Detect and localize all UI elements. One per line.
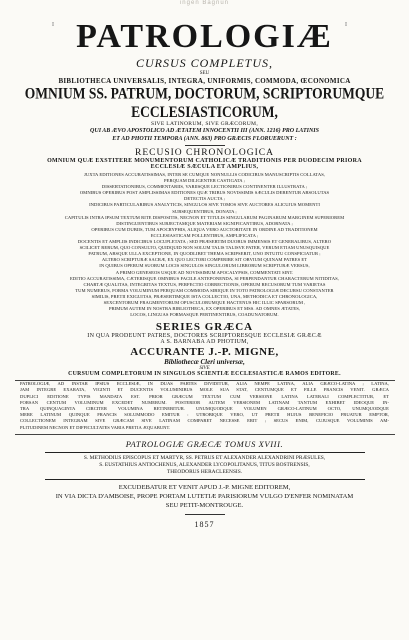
main-title: PATROLOGIÆ bbox=[76, 18, 333, 55]
pricing-line: DUPLICI EDITIONE TYPIS MANDATA EST. PRIOR GRÆCUM TEXTUM CUM VERSIONE LATINA LATERALI COMPLECTITUR, ET bbox=[20, 393, 389, 399]
title-line-5: ET AD PHOTII TEMPORA (ANN. 863) PRO GRÆCIS FLORUERUNT : bbox=[112, 136, 297, 142]
subtitle: CURSUS COMPLETUS, bbox=[135, 56, 273, 70]
description-line: ALTERO SCRIPTURÆ SACRÆ, EX QUO LECTORI COMPERIRE SIT OBVIUM QUINAM PATRES ET bbox=[101, 257, 308, 263]
sive-label: SIVE bbox=[199, 366, 210, 372]
divider-rule-5 bbox=[185, 514, 225, 515]
divider-rule-4 bbox=[45, 479, 365, 480]
description-line: CAPITULIS INTRA IPSUM TEXTUM RITE DISPOSITIS, NECNON ET TITULIS SINGULARUM PAGINARUM MARGINEM SUPERIOREM bbox=[64, 214, 345, 220]
description-line: ECCLESIASTICAM POLLENTIBUS, AMPLIFICATA ; bbox=[150, 232, 259, 238]
pricing-line: MERE LATINUM QUINQUE FRANCIS SOLUMMODO EMITUR : UTROBIQUE VERO, UT PRETII HUJUS BENEFICIO FRUATUR EMPTOR, bbox=[20, 412, 389, 418]
editor-heading: ACCURANTE J.-P. MIGNE, bbox=[130, 346, 279, 359]
handwritten-note: ingen Bagnun bbox=[179, 0, 230, 6]
author-line: S. METHODIUS EPISCOPUS ET MARTYR, SS. PETRUS ET ALEXANDER ALEXANDRINI PRÆSULES, bbox=[83, 454, 326, 461]
divider-rule-2 bbox=[15, 434, 395, 435]
description-line: TUM NUMERUS, FORMA VOLUMINUM PERQUAM COMMODA SIBIQUE IN TOTO PATROLOGIÆ DECURSU CONSTANTER bbox=[75, 287, 334, 293]
description-line: OMNIBUS OPERIBUS POST AMPLISSIMAS EDITIONES QUÆ TRIBUS NOVISSIMIS SÆCULIS DEBENTUR ABSOLUTAS bbox=[79, 190, 330, 196]
pricing-line: COLLECTIONEM INTEGRAM SIVE GRÆCAM SIVE LATINAM COMPARET NECESSE ERIT ; SECUS ENIM, CUJUSQUE VOLUMINIS AM- bbox=[20, 418, 389, 424]
description-line: EDITIO ACCURATISSIMA, CÆTERISQUE OMNIBUS FACILE ANTEPONENDA, SI PERPENDANTUR CHARACTERUM NITIDITAS, bbox=[70, 275, 339, 281]
description-block bbox=[14, 172, 395, 318]
description-line: OPERIBUS CUM DUBIIS, TUM APOCRYPHIS, ALIQUA VERO AUCTORITATE IN ORDINE AD TRADITIONEM bbox=[91, 226, 318, 232]
series-line-1: IN QUA PRODEUNT PATRES, DOCTORES SCRIPTORESQUE ECCLESIÆ GRÆCÆ bbox=[87, 333, 322, 340]
description-line: PERQUAM DILIGENTER CASTIGATA ; bbox=[164, 178, 245, 184]
description-line: A PRIMO GENESEOS USQUE AD NOVISSIMUM APOCALYPSIS, COMMENTATI SINT. bbox=[115, 269, 294, 275]
description-line: IN QUIBUS OPERUM SUORUM LOCIS SINGULOS SINGULORUM LIBRORUM SCRIPTURÆ VERSUS, bbox=[99, 263, 310, 269]
title-line-7: ECCLESIÆ SÆCULA ET AMPLIUS, bbox=[150, 164, 259, 170]
pricing-line: JAM INTEGRE EXARATA, VIGINTI ET DUCENTIS VOLUMINIBUS MOLE SUA STAT, CENTUMQUE ET FILLE FRANCIS VENIT. GRÆCA bbox=[20, 387, 389, 393]
authors-block bbox=[14, 455, 395, 476]
description-line: SEXCENTORUM FRAGMENTORUM OPUSCULORUMQUE HACTENUS HIC ILLIC SPARSORUM , bbox=[103, 299, 306, 305]
description-line: SUBSEQUENTIBUS, DONATA ; bbox=[172, 208, 237, 214]
series-heading: SERIES GRÆCA bbox=[155, 321, 254, 334]
title-line-2: OMNIUM SS. PATRUM, DOCTORUM, SCRIPTORUMQUE ECCLESIASTICORUM, bbox=[24, 84, 385, 121]
seu-label: SEU bbox=[199, 71, 210, 76]
imprint-block bbox=[14, 483, 395, 510]
title-line-3: SIVE LATINORUM, SIVE GRÆCORUM, bbox=[150, 121, 259, 127]
divider bbox=[185, 145, 225, 146]
description-line: DOCENTIS ET AMPLIIS INDICIBUS LOCUPLETATA ; SED PRÆSERTIM DUOBUS IMMENSIS ET GENERALIBUS, ALTERO bbox=[77, 239, 332, 245]
description-line: SIMILIS, PRETII EXIGUITAS, PRÆSERTIMQUE ISTA COLLECTIO, UNA, METHODICA ET CHRONOLOGICA, bbox=[91, 293, 318, 299]
corner-mark-right: I bbox=[345, 22, 347, 28]
imprint-line: IN VIA DICTA D'AMBOISE, PROPE PORTAM LUTETIÆ PARISIORUM VULGO D'ENFER NOMINATAM bbox=[55, 492, 354, 500]
description-line: PATRUM, ABSQUE ULLA EXCEPTIONE, IN QUODLIBET THEMA SCRIPSERIT, UNO INTUITU CONSPICIATUR ; bbox=[88, 251, 321, 257]
author-line: S. EUSTATHIUS ANTIOCHENUS, ALEXANDER LYCOPOLITANUS, TITUS BOSTRENSIS, bbox=[99, 461, 310, 468]
pricing-line: TRA QUINQUAGINTA CIRCITER VOLUMINA RETINEBITUR. UNUMQUODQUE VOLUMEN GRÆCO-LATINUM OCTO, UNUMQUODQUE bbox=[20, 406, 389, 412]
title-line-6: OMNIUM QUÆ EXSTITERE MONUMENTORUM CATHOLICÆ TRADITIONIS PER DUODECIM PRIORA bbox=[47, 158, 362, 164]
pricing-line: PATROLOGIÆ, AD INSTAR IPSIUS ECCLESIÆ, IN DUAS PARTES DIVIDITUR, ALIA NEMPE LATINA, ALIA GRÆCO-LATINA ; LATINA, bbox=[20, 381, 389, 387]
corner-mark-left: I bbox=[52, 22, 54, 28]
publication-year: 1857 bbox=[194, 519, 215, 529]
title-line-4: QUI AB ÆVO APOSTOLICO AD ÆTATEM INNOCENTII III (ANN. 1216) PRO LATINIS bbox=[90, 128, 319, 134]
description-line: DETECTIS AUCTA ; bbox=[183, 196, 225, 202]
pricing-line: PLITUDINEM NECNON ET DIFFICULTATES VARIA PRETIA ÆQUABUNT. bbox=[20, 424, 171, 430]
bibliotheca-line: Bibliothecæ Cleri universæ, bbox=[164, 358, 245, 367]
series-line-2: A S. BARNABA AD PHOTIUM, bbox=[160, 339, 249, 346]
description-line: DISSERTATIONIBUS, COMMENTARIIS, VARIISQUE LECTIONIBUS CONTINENTER ILLUSTRATA ; bbox=[101, 184, 308, 190]
author-line: THEODORUS HERACLEENSIS. bbox=[166, 468, 243, 475]
description-line: SCILICET RERUM, QUO CONSULTO, QUIDQUID NON SOLUM TALIS TALISVE PATER, VERUM ETIAM UNUSQUISQUE bbox=[79, 245, 330, 251]
description-line: DISTINGUENTIBUS SUBJECTAMQUE MATERIAM SIGNIFICANTIBUS, ADORNATA ; bbox=[116, 220, 293, 226]
description-line: JUXTA EDITIONES ACCURATISSIMAS, INTER SE CUMQUE NONNULLIS CODICIBUS MANUSCRIPTIS COLLATAS, bbox=[84, 172, 325, 177]
description-line: LOCOS, LINGUAS FORMASQUE PERTINENTIBUS, COADUNATORUM. bbox=[130, 312, 279, 318]
description-line: CHARTÆ QUALITAS, INTEGRITAS TEXTUS, PERFECTIO CORRECTIONIS, OPERUM RECUSORUM TUM VARIETAS bbox=[83, 281, 326, 287]
description-line: PRIMUM AUTEM IN NOSTRA BIBLIOTHECA, EX OPERIBUS ET MSS. AD OMNES ÆTATES, bbox=[109, 306, 300, 312]
title-line-1: BIBLIOTHECA UNIVERSALIS, INTEGRA, UNIFORMIS, COMMODA, ŒCONOMICA bbox=[58, 77, 351, 85]
imprint-line: EXCUDEBATUR ET VENIT APUD J.-P. MIGNE EDITOREM, bbox=[118, 483, 291, 491]
divider-rule-3 bbox=[45, 452, 365, 453]
description-line: INDICIBUS PARTICULARIBUS ANALYTICIS, SINGULOS SIVE TOMOS SIVE AUCTORES ALICUJUS MOMENTI bbox=[89, 202, 320, 208]
tomus-heading: PATROLOGIÆ GRÆCÆ TOMUS XVIII. bbox=[125, 438, 284, 449]
recusio-heading: RECUSIO CHRONOLOGICA bbox=[134, 148, 275, 158]
editor-line: CURSUUM COMPLETORUM IN SINGULOS SCIENTIÆ ECCLESIASTICÆ RAMOS EDITORE. bbox=[68, 371, 341, 378]
pricing-line: FORSAN CENTUM VOLUMINUM EXCEDET NUMERUM. POSTERIOR AUTEM VERSIONEM LATINAM TANTUM EXHIBET IDEOQUE IN- bbox=[20, 399, 389, 405]
pricing-paragraph bbox=[14, 381, 395, 431]
imprint-line: SEU PETIT-MONTROUGE. bbox=[165, 501, 244, 509]
